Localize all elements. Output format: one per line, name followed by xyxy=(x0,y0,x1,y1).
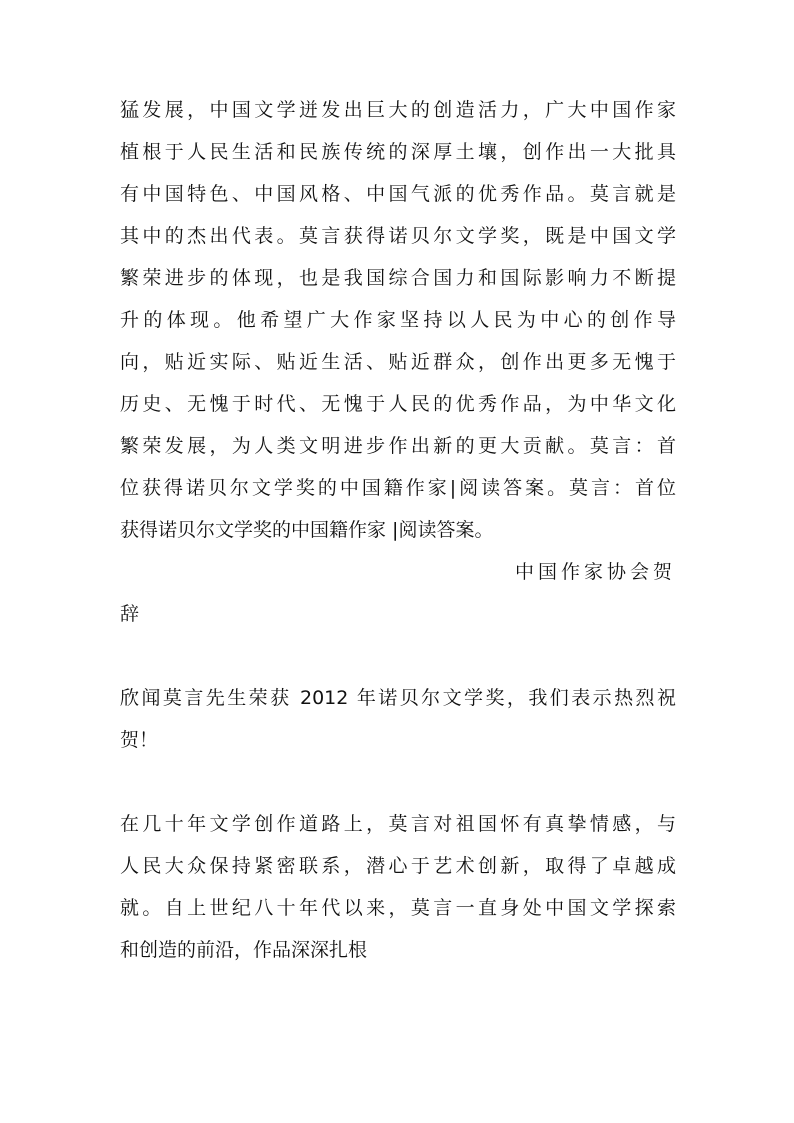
paragraph-1-line: 繁荣发展，为人类文明进步作出新的更大贡献。莫言：首 xyxy=(120,435,676,457)
paragraph-1-line: 有中国特色、中国风格、中国气派的优秀作品。莫言就是 xyxy=(120,183,676,205)
paragraph-3-line: 和创造的前沿，作品深深扎根 xyxy=(120,939,368,961)
paragraph-1-line: 向，贴近实际、贴近生活、贴近群众，创作出更多无愧于 xyxy=(120,351,676,373)
paragraph-1-line: 位获得诺贝尔文学奖的中国籍作家|阅读答案。莫言：首位 xyxy=(120,477,676,499)
paragraph-1-line: 获得诺贝尔文学奖的中国籍作家 |阅读答案。 xyxy=(120,519,494,541)
paragraph-1-line: 植根于人民生活和民族传统的深厚土壤，创作出一大批具 xyxy=(120,141,676,163)
paragraph-2-line: 欣闻莫言先生荣获 2012 年诺贝尔文学奖，我们表示热烈祝 xyxy=(120,687,676,709)
paragraph-1-line: 繁荣进步的体现，也是我国综合国力和国际影响力不断提 xyxy=(120,267,676,289)
paragraph-1-line: 历史、无愧于时代、无愧于人民的优秀作品，为中华文化 xyxy=(120,393,676,415)
paragraph-3-line: 在几十年文学创作道路上，莫言对祖国怀有真挚情感，与 xyxy=(120,813,676,835)
paragraph-2-line: 贺！ xyxy=(120,729,159,751)
paragraph-1-line: 升的体现。他希望广大作家坚持以人民为中心的创作导 xyxy=(120,309,676,331)
paragraph-3-line: 人民大众保持紧密联系，潜心于艺术创新，取得了卓越成 xyxy=(120,855,676,877)
congratulation-heading: 中国作家协会贺 xyxy=(514,561,676,583)
congratulation-heading-continued: 辞 xyxy=(120,603,140,625)
paragraph-3-line: 就。自上世纪八十年代以来，莫言一直身处中国文学探索 xyxy=(120,897,676,919)
paragraph-1-line: 其中的杰出代表。莫言获得诺贝尔文学奖，既是中国文学 xyxy=(120,225,676,247)
paragraph-1-line: 猛发展，中国文学迸发出巨大的创造活力，广大中国作家 xyxy=(120,99,676,121)
